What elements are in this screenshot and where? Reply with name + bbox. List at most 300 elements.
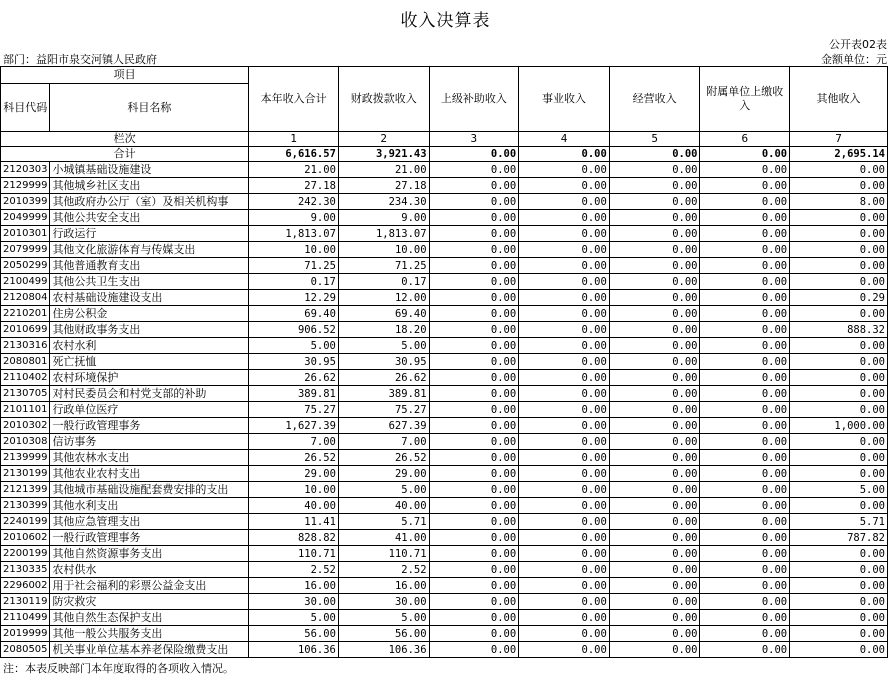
amount-cell: 0.00 — [790, 642, 888, 658]
amount-cell: 0.00 — [519, 306, 610, 322]
amount-cell: 0.00 — [700, 162, 790, 178]
amount-cell: 0.00 — [429, 450, 519, 466]
total-label: 合计 — [1, 147, 249, 162]
amount-cell: 30.00 — [338, 594, 429, 610]
amount-cell: 0.00 — [609, 434, 700, 450]
amount-cell: 106.36 — [249, 642, 339, 658]
amount-cell: 0.00 — [790, 466, 888, 482]
subject-code: 2079999 — [1, 242, 50, 258]
amount-cell: 0.00 — [700, 498, 790, 514]
amount-cell: 8.00 — [790, 194, 888, 210]
header-item: 项目 — [1, 67, 249, 84]
amount-cell: 0.00 — [609, 338, 700, 354]
index-num: 4 — [519, 132, 610, 147]
amount-cell: 0.00 — [609, 578, 700, 594]
subject-code: 2010301 — [1, 226, 50, 242]
amount-cell: 0.00 — [519, 354, 610, 370]
amount-cell: 242.30 — [249, 194, 339, 210]
subject-code: 2050299 — [1, 258, 50, 274]
header-col-2: 财政拨款收入 — [338, 67, 429, 132]
amount-cell: 2.52 — [249, 562, 339, 578]
amount-cell: 0.00 — [429, 242, 519, 258]
amount-cell: 5.00 — [249, 338, 339, 354]
amount-cell: 0.00 — [429, 178, 519, 194]
table-row — [1, 418, 888, 434]
amount-cell: 0.00 — [700, 514, 790, 530]
table-row — [1, 626, 888, 642]
amount-cell: 0.00 — [700, 386, 790, 402]
amount-cell: 69.40 — [338, 306, 429, 322]
amount-cell: 0.00 — [790, 210, 888, 226]
amount-cell: 0.00 — [609, 290, 700, 306]
amount-cell: 2.52 — [338, 562, 429, 578]
amount-cell: 0.00 — [700, 610, 790, 626]
amount-cell: 0.00 — [519, 226, 610, 242]
amount-cell: 0.00 — [790, 370, 888, 386]
subject-name: 小城镇基础设施建设 — [50, 162, 249, 178]
amount-cell: 0.00 — [700, 290, 790, 306]
subject-name: 其他公共安全支出 — [50, 210, 249, 226]
table-row — [1, 466, 888, 482]
table-note: 注：本表反映部门本年度取得的各项收入情况。 — [3, 662, 234, 675]
subject-code: 2019999 — [1, 626, 50, 642]
amount-cell: 0.00 — [790, 338, 888, 354]
amount-cell: 29.00 — [249, 466, 339, 482]
amount-cell: 389.81 — [249, 386, 339, 402]
table-row — [1, 450, 888, 466]
amount-cell: 0.00 — [609, 226, 700, 242]
amount-cell: 0.00 — [429, 322, 519, 338]
amount-cell: 0.00 — [609, 450, 700, 466]
amount-cell: 5.00 — [790, 482, 888, 498]
amount-cell: 0.00 — [519, 562, 610, 578]
table-row — [1, 274, 888, 290]
form-number: 公开表02表 — [829, 38, 887, 51]
amount-cell: 0.00 — [790, 226, 888, 242]
subject-name: 其他城乡社区支出 — [50, 178, 249, 194]
total-value: 6,616.57 — [249, 147, 339, 162]
amount-cell: 110.71 — [338, 546, 429, 562]
subject-code: 2130335 — [1, 562, 50, 578]
amount-cell: 0.00 — [609, 210, 700, 226]
subject-code: 2010602 — [1, 530, 50, 546]
amount-cell: 40.00 — [249, 498, 339, 514]
amount-cell: 0.00 — [700, 626, 790, 642]
amount-cell: 0.00 — [519, 482, 610, 498]
header-col-1: 本年收入合计 — [249, 67, 339, 132]
total-value: 0.00 — [700, 147, 790, 162]
amount-cell: 0.00 — [700, 466, 790, 482]
amount-cell: 5.00 — [338, 338, 429, 354]
subject-code: 2130705 — [1, 386, 50, 402]
amount-cell: 0.00 — [790, 498, 888, 514]
subject-name: 行政单位医疗 — [50, 402, 249, 418]
amount-cell: 0.00 — [519, 530, 610, 546]
amount-cell: 0.00 — [519, 594, 610, 610]
amount-cell: 888.32 — [790, 322, 888, 338]
amount-cell: 0.00 — [609, 194, 700, 210]
subject-code: 2080505 — [1, 642, 50, 658]
amount-cell: 11.41 — [249, 514, 339, 530]
amount-cell: 906.52 — [249, 322, 339, 338]
table-row — [1, 354, 888, 370]
amount-cell: 0.00 — [700, 322, 790, 338]
amount-cell: 0.00 — [700, 642, 790, 658]
amount-cell: 0.00 — [609, 274, 700, 290]
amount-cell: 1,813.07 — [338, 226, 429, 242]
subject-name: 农村供水 — [50, 562, 249, 578]
amount-cell: 0.00 — [700, 274, 790, 290]
amount-cell: 0.00 — [700, 418, 790, 434]
amount-cell: 0.00 — [519, 386, 610, 402]
amount-cell: 0.00 — [429, 514, 519, 530]
amount-cell: 0.00 — [700, 450, 790, 466]
amount-cell: 0.00 — [429, 194, 519, 210]
amount-cell: 0.00 — [790, 546, 888, 562]
amount-cell: 0.00 — [519, 322, 610, 338]
subject-code: 2200199 — [1, 546, 50, 562]
amount-cell: 0.00 — [519, 210, 610, 226]
amount-cell: 26.62 — [338, 370, 429, 386]
subject-code: 2010308 — [1, 434, 50, 450]
subject-code: 2130119 — [1, 594, 50, 610]
table-row — [1, 178, 888, 194]
subject-name: 行政运行 — [50, 226, 249, 242]
subject-name: 死亡抚恤 — [50, 354, 249, 370]
amount-cell: 26.62 — [249, 370, 339, 386]
amount-cell: 0.00 — [429, 210, 519, 226]
amount-cell: 5.00 — [249, 610, 339, 626]
amount-cell: 0.00 — [429, 370, 519, 386]
amount-cell: 0.00 — [519, 402, 610, 418]
amount-cell: 0.00 — [790, 178, 888, 194]
total-value: 0.00 — [609, 147, 700, 162]
subject-name: 住房公积金 — [50, 306, 249, 322]
amount-cell: 0.00 — [519, 418, 610, 434]
subject-name: 一般行政管理事务 — [50, 418, 249, 434]
subject-name: 对村民委员会和村党支部的补助 — [50, 386, 249, 402]
amount-cell: 56.00 — [338, 626, 429, 642]
amount-cell: 0.00 — [609, 498, 700, 514]
amount-cell: 0.00 — [790, 626, 888, 642]
amount-cell: 5.00 — [338, 610, 429, 626]
amount-cell: 0.00 — [429, 290, 519, 306]
table-row — [1, 210, 888, 226]
table-row — [1, 482, 888, 498]
amount-cell: 234.30 — [338, 194, 429, 210]
amount-cell: 0.00 — [609, 402, 700, 418]
table-row — [1, 162, 888, 178]
amount-cell: 0.00 — [429, 402, 519, 418]
amount-cell: 0.00 — [429, 578, 519, 594]
amount-cell: 0.00 — [790, 434, 888, 450]
amount-cell: 9.00 — [338, 210, 429, 226]
amount-cell: 0.00 — [790, 306, 888, 322]
subject-code: 2130399 — [1, 498, 50, 514]
amount-cell: 10.00 — [249, 242, 339, 258]
amount-cell: 0.00 — [429, 562, 519, 578]
amount-cell: 10.00 — [249, 482, 339, 498]
amount-cell: 30.95 — [249, 354, 339, 370]
amount-cell: 71.25 — [249, 258, 339, 274]
subject-name: 其他普通教育支出 — [50, 258, 249, 274]
subject-name: 信访事务 — [50, 434, 249, 450]
amount-cell: 0.00 — [519, 194, 610, 210]
amount-cell: 0.00 — [609, 642, 700, 658]
amount-cell: 0.00 — [700, 482, 790, 498]
index-num: 6 — [700, 132, 790, 147]
amount-cell: 0.00 — [609, 514, 700, 530]
amount-cell: 9.00 — [249, 210, 339, 226]
amount-cell: 0.00 — [700, 242, 790, 258]
amount-cell: 26.52 — [249, 450, 339, 466]
total-value: 3,921.43 — [338, 147, 429, 162]
amount-cell: 0.00 — [609, 386, 700, 402]
amount-cell: 0.00 — [700, 354, 790, 370]
amount-cell: 16.00 — [249, 578, 339, 594]
amount-cell: 12.00 — [338, 290, 429, 306]
amount-cell: 0.00 — [700, 434, 790, 450]
subject-code: 2110402 — [1, 370, 50, 386]
amount-cell: 0.00 — [429, 610, 519, 626]
subject-code: 2100499 — [1, 274, 50, 290]
amount-cell: 75.27 — [249, 402, 339, 418]
amount-cell: 0.00 — [519, 290, 610, 306]
subject-code: 2080801 — [1, 354, 50, 370]
table-row — [1, 434, 888, 450]
amount-cell: 0.00 — [519, 578, 610, 594]
amount-cell: 0.00 — [700, 546, 790, 562]
subject-code: 2010699 — [1, 322, 50, 338]
header-col-3: 上级补助收入 — [429, 67, 519, 132]
amount-cell: 0.00 — [429, 354, 519, 370]
amount-cell: 0.00 — [609, 466, 700, 482]
income-table — [0, 66, 888, 658]
amount-cell: 7.00 — [338, 434, 429, 450]
amount-cell: 21.00 — [249, 162, 339, 178]
subject-name: 其他应急管理支出 — [50, 514, 249, 530]
subject-code: 2210201 — [1, 306, 50, 322]
subject-name: 其他农林水支出 — [50, 450, 249, 466]
subject-name: 其他公共卫生支出 — [50, 274, 249, 290]
amount-cell: 0.00 — [609, 626, 700, 642]
subject-code: 2296002 — [1, 578, 50, 594]
amount-cell: 0.00 — [609, 530, 700, 546]
amount-cell: 0.00 — [790, 594, 888, 610]
amount-cell: 0.00 — [429, 162, 519, 178]
amount-cell: 0.00 — [429, 530, 519, 546]
subject-name: 其他自然资源事务支出 — [50, 546, 249, 562]
subject-name: 农村环境保护 — [50, 370, 249, 386]
amount-cell: 0.00 — [700, 194, 790, 210]
amount-cell: 0.00 — [700, 226, 790, 242]
unit-label: 金额单位：元 — [821, 53, 887, 66]
total-row — [1, 147, 888, 162]
amount-cell: 40.00 — [338, 498, 429, 514]
amount-cell: 0.00 — [519, 338, 610, 354]
amount-cell: 0.00 — [700, 594, 790, 610]
amount-cell: 0.00 — [609, 418, 700, 434]
amount-cell: 0.00 — [429, 386, 519, 402]
amount-cell: 0.00 — [609, 242, 700, 258]
page-title: 收入决算表 — [400, 11, 491, 31]
amount-cell: 5.71 — [790, 514, 888, 530]
amount-cell: 0.00 — [609, 354, 700, 370]
amount-cell: 0.00 — [519, 466, 610, 482]
amount-cell: 0.00 — [790, 450, 888, 466]
amount-cell: 1,627.39 — [249, 418, 339, 434]
amount-cell: 0.00 — [609, 258, 700, 274]
amount-cell: 0.00 — [609, 562, 700, 578]
amount-cell: 0.00 — [609, 162, 700, 178]
amount-cell: 5.00 — [338, 482, 429, 498]
total-value: 0.00 — [429, 147, 519, 162]
amount-cell: 106.36 — [338, 642, 429, 658]
amount-cell: 0.17 — [249, 274, 339, 290]
subject-name: 农村水利 — [50, 338, 249, 354]
table-row — [1, 610, 888, 626]
index-num: 2 — [338, 132, 429, 147]
subject-name: 用于社会福利的彩票公益金支出 — [50, 578, 249, 594]
amount-cell: 41.00 — [338, 530, 429, 546]
amount-cell: 0.00 — [519, 642, 610, 658]
subject-name: 其他农业农村支出 — [50, 466, 249, 482]
amount-cell: 0.00 — [790, 610, 888, 626]
amount-cell: 0.00 — [429, 642, 519, 658]
amount-cell: 0.00 — [609, 306, 700, 322]
table-row — [1, 546, 888, 562]
amount-cell: 0.00 — [790, 386, 888, 402]
amount-cell: 0.00 — [609, 322, 700, 338]
amount-cell: 0.00 — [429, 434, 519, 450]
table-row — [1, 642, 888, 658]
amount-cell: 1,000.00 — [790, 418, 888, 434]
amount-cell: 0.29 — [790, 290, 888, 306]
index-row — [1, 132, 888, 147]
index-num: 3 — [429, 132, 519, 147]
amount-cell: 10.00 — [338, 242, 429, 258]
table-row — [1, 370, 888, 386]
amount-cell: 75.27 — [338, 402, 429, 418]
amount-cell: 0.00 — [429, 482, 519, 498]
subject-name: 其他自然生态保护支出 — [50, 610, 249, 626]
amount-cell: 0.00 — [700, 530, 790, 546]
table-row — [1, 242, 888, 258]
table-row — [1, 402, 888, 418]
index-num: 5 — [609, 132, 700, 147]
amount-cell: 0.00 — [519, 258, 610, 274]
amount-cell: 0.00 — [429, 546, 519, 562]
amount-cell: 0.00 — [429, 338, 519, 354]
amount-cell: 1,813.07 — [249, 226, 339, 242]
amount-cell: 0.00 — [429, 306, 519, 322]
header-col-6: 附属单位上缴收入 — [700, 67, 790, 132]
subject-code: 2130316 — [1, 338, 50, 354]
table-row — [1, 530, 888, 546]
amount-cell: 69.40 — [249, 306, 339, 322]
amount-cell: 0.00 — [519, 546, 610, 562]
amount-cell: 0.00 — [790, 162, 888, 178]
amount-cell: 0.00 — [519, 450, 610, 466]
amount-cell: 0.00 — [700, 578, 790, 594]
amount-cell: 12.29 — [249, 290, 339, 306]
index-num: 7 — [790, 132, 888, 147]
amount-cell: 0.00 — [519, 162, 610, 178]
subject-code: 2129999 — [1, 178, 50, 194]
table-row — [1, 594, 888, 610]
subject-name: 其他水利支出 — [50, 498, 249, 514]
amount-cell: 0.00 — [609, 546, 700, 562]
amount-cell: 0.00 — [700, 178, 790, 194]
subject-code: 2101101 — [1, 402, 50, 418]
amount-cell: 0.00 — [609, 610, 700, 626]
amount-cell: 0.00 — [790, 354, 888, 370]
amount-cell: 110.71 — [249, 546, 339, 562]
amount-cell: 27.18 — [249, 178, 339, 194]
table-row — [1, 194, 888, 210]
amount-cell: 0.00 — [519, 434, 610, 450]
subject-name: 机关事业单位基本养老保险缴费支出 — [50, 642, 249, 658]
amount-cell: 0.00 — [429, 626, 519, 642]
header-name: 科目名称 — [50, 84, 249, 132]
amount-cell: 0.00 — [700, 258, 790, 274]
amount-cell: 0.00 — [790, 242, 888, 258]
amount-cell: 0.00 — [519, 610, 610, 626]
amount-cell: 0.00 — [429, 418, 519, 434]
subject-code: 2010399 — [1, 194, 50, 210]
table-row — [1, 562, 888, 578]
amount-cell: 29.00 — [338, 466, 429, 482]
table-row — [1, 322, 888, 338]
amount-cell: 0.00 — [519, 498, 610, 514]
table-row — [1, 386, 888, 402]
subject-code: 2010302 — [1, 418, 50, 434]
amount-cell: 0.00 — [609, 482, 700, 498]
amount-cell: 0.00 — [429, 258, 519, 274]
amount-cell: 0.00 — [609, 594, 700, 610]
amount-cell: 0.00 — [429, 274, 519, 290]
amount-cell: 0.00 — [519, 274, 610, 290]
amount-cell: 0.00 — [700, 338, 790, 354]
table-row — [1, 338, 888, 354]
amount-cell: 26.52 — [338, 450, 429, 466]
department-label: 部门：益阳市泉交河镇人民政府 — [3, 53, 157, 66]
amount-cell: 27.18 — [338, 178, 429, 194]
amount-cell: 0.00 — [519, 178, 610, 194]
subject-name: 其他一般公共服务支出 — [50, 626, 249, 642]
subject-name: 防灾救灾 — [50, 594, 249, 610]
amount-cell: 21.00 — [338, 162, 429, 178]
subject-name: 其他财政事务支出 — [50, 322, 249, 338]
table-row — [1, 226, 888, 242]
header-col-7: 其他收入 — [790, 67, 888, 132]
table-row — [1, 514, 888, 530]
amount-cell: 0.17 — [338, 274, 429, 290]
amount-cell: 0.00 — [700, 370, 790, 386]
amount-cell: 0.00 — [790, 562, 888, 578]
subject-code: 2049999 — [1, 210, 50, 226]
amount-cell: 0.00 — [700, 562, 790, 578]
amount-cell: 56.00 — [249, 626, 339, 642]
amount-cell: 828.82 — [249, 530, 339, 546]
amount-cell: 7.00 — [249, 434, 339, 450]
subject-name: 农村基础设施建设支出 — [50, 290, 249, 306]
total-value: 0.00 — [519, 147, 610, 162]
header-code: 科目代码 — [1, 84, 50, 132]
table-row — [1, 258, 888, 274]
subject-code: 2240199 — [1, 514, 50, 530]
amount-cell: 0.00 — [429, 466, 519, 482]
